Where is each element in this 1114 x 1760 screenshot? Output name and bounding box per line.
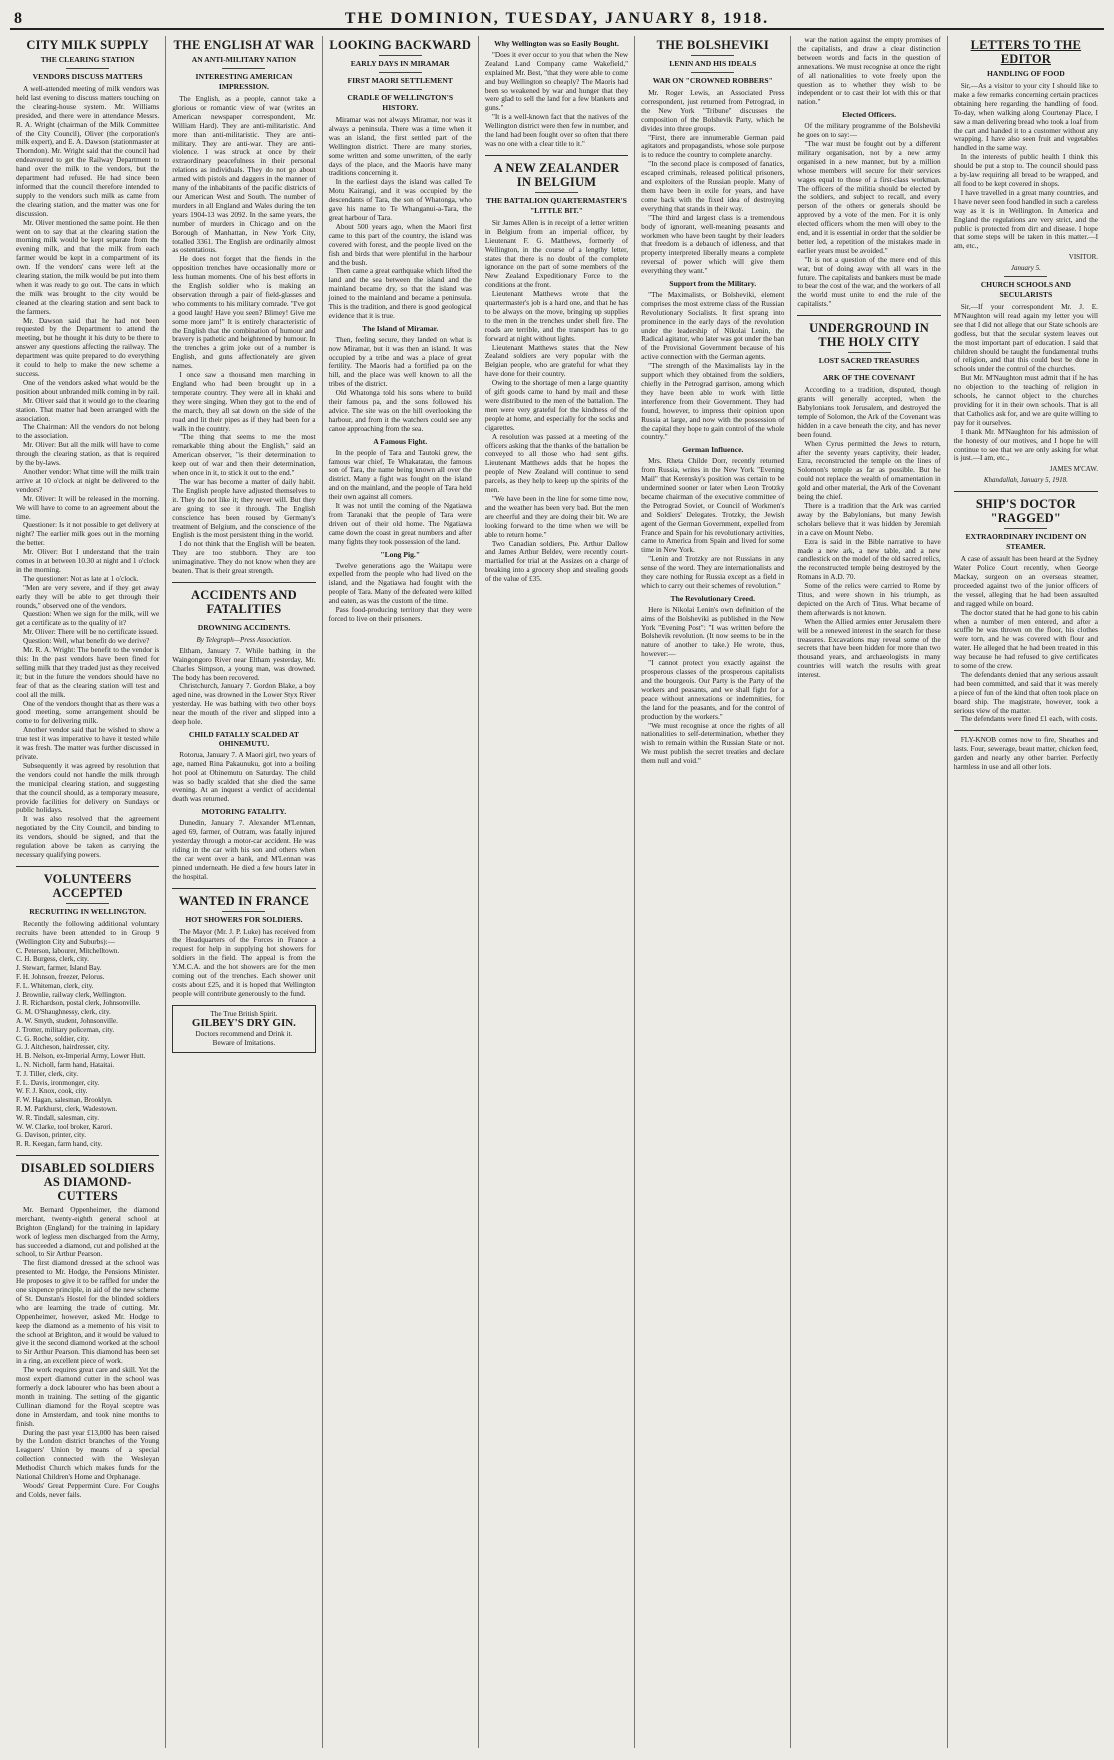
list-item: G. J. Aitcheson, hairdresser, city. [16, 1043, 110, 1052]
paragraph: Sir James Allen is in receipt of a letter written in Belgium from an imperial officer, by Lieutenant F. G. Matthews, formerly of Wellington, in the course of a lengthy letter, states that there is no doubt of the complete ignorance on the part of some members of the New Zealand Expeditionary Force to the conditions at the front. [484, 217, 629, 290]
list-item: G. M. O'Shaughnessy, clerk, city. [16, 1008, 111, 1017]
article-body [172, 928, 315, 999]
article-subhead: "Long Pig." [380, 549, 421, 559]
article-headline: ACCIDENTS AND FATALITIES [191, 587, 297, 616]
paragraph: The work requires great care and skill. Yet the most expert diamond cutter in the school was formerly a dock labourer who has been about a month in training. The setting of the gigantic Cullinan diamond for the Royal sceptre was done in Amsterdam, and took nine months to finish. [16, 1365, 160, 1428]
paragraph: Rotorua, January 7. A Maori girl, two years of age, named Rina Pakaunuku, got into a boiling hot pool at Ohinemutu on Saturday. The child was so badly scalded that she died the same evening. At an inquest a verdict of accidental death was returned. [172, 749, 316, 804]
paragraph: When Cyrus permitted the Jews to return, after the seventy years captivity, their leader, Ezra, reconstructed the temple on the lines of Solomon's temple as far as possible. But he could not replace the wealth of ornamentation in gold and other material, the Ark of the Covenant being the chief. [797, 438, 941, 502]
advert-line: Doctors recommend and Drink it. [195, 1029, 293, 1038]
column-7 [948, 36, 1104, 1748]
paragraph: The English, as a people, cannot take a glorious or romantic view of war (writes an American newspaper correspondent, Mr. William Hard). They are anti-militaristic. And more than anti-militaristic. They are anti-military. They are anti-war. They are anti-violence. I was struck at once by their extraordinary peacefulness in their personal relations as individuals. They do not go about armed with pistols and daggers in the manner of many of the inhabitants of the pacific districts of our American West and South. The number of murders in all England and Wales during the ten years 1904-13 was 2092. In the same years, the number of murders in Chicago and on the Borough of Manhattan, in New York City, totalled 3361. The English are ordinarily almost as ostentatious. [172, 94, 316, 255]
article-subhead: Elected Officers. [842, 110, 897, 120]
paragraph: Sir,—If your correspondent Mr. J. E. M'Naughton will read again my letter you will see that I did not allege that our State schools are godless, but that the secular system leaves out the most important part of education. I said that children should be taught the fundamental truths of religion, and that this could best be done in schools under the control of the churches. [953, 302, 1098, 374]
list-item: C. G. Roche, soldier, city. [16, 1034, 90, 1043]
article-deck: INTERESTING AMERICAN IMPRESSION. [195, 72, 293, 91]
list-item: L. N. Nicholl, farm hand, Hataitai. [16, 1060, 115, 1069]
paragraph: But Mr. M'Naughton must admit that if he has no objection to the teaching of religion in schools, he cannot object to the churches providing for it in their own schools. That is all that Catholics ask for, and we are quite willing to pay for it ourselves. [953, 373, 1098, 427]
article-separator [954, 730, 1098, 731]
column-4 [479, 36, 635, 1748]
article-body [641, 606, 784, 766]
paragraph: "The Maximalists, or Bolsheviki, element comprises the most extreme class of the Russian Revolutionary Socialists. It first sprang into prominence in the early days of the revolution under the leadership of Nikolai Lenin, the Radical agitator, who later was got under the ban of the Provisional Government because of his active connection with the German agents. [641, 289, 785, 362]
article-body [641, 457, 784, 591]
article-headline: CITY MILK SUPPLY [26, 38, 149, 52]
paragraph: "In the second place is composed of fanatics, escaped criminals, released political prisoners, and exploiters of the Russian people. Many of them have been in exile for years, and have come back with the fixed idea of destroying everything that stands in their way. [641, 159, 785, 213]
paragraph: Here is Nikolai Lenin's own definition of the aims of the Bolsheviki as published in the New York "Evening Post": "I was written before the Bolshevik revolution. (It now seems to be in the nature of another to take.) He wrote, thus, however:— [641, 604, 785, 659]
article-subhead: A Famous Fight. [373, 436, 428, 446]
paragraph: In the interests of public health I think this should be put a stop to. The council should pass a by-law requiring all bread to be wrapped, and all food to be kept covered in shops. [953, 152, 1098, 188]
paragraph: "I cannot protect you exactly against the prosperous classes of the prosperous capitalists and the bourgeois. Our Party is the Party of the workers and peasants, and we shall fight for a peace without annexations or indemnities, for the land for the peasants, and for the control of production by the workers." [641, 658, 785, 721]
paragraph: "It is not a question of the mere end of this war, but of doing away with all wars in the future. The capitalists and bankers must be made to bear the cost of the war, and the workers of all the world must unite to end the rule of the capitalists." [797, 254, 941, 309]
letter-signoff: JAMES M'CAW. [1049, 465, 1098, 474]
column-1 [10, 36, 166, 1748]
article-deck: ARK OF THE COVENANT [822, 373, 916, 383]
paragraph: "It is a well-known fact that the natives of the Wellington district were then few in number, and the land had been fought over so often that there was no one with a clear title to it." [484, 112, 629, 148]
article-deck: LOST SACRED TREASURES [818, 356, 920, 366]
article-looking-backward [329, 38, 472, 624]
article-deck: THE BATTALION QUARTERMASTER'S "LITTLE BIT." [486, 195, 627, 215]
article-body [172, 95, 315, 576]
paragraph: Pass food-producing territory that they were forced to live on their prisoners. [328, 605, 472, 623]
article-headline: VOLUNTEERS ACCEPTED [43, 871, 132, 900]
paragraph: When the Allied armies enter Jerusalem there will be a renewed interest in the search for these treasures. Excavations may reveal some of the secrets that have been hidden for more than two thousand years, and archaeologists in many countries will watch the results with great interest. [797, 616, 941, 680]
article-bolsheviki [641, 38, 784, 766]
article-deck: HOT SHOWERS FOR SOLDIERS. [185, 914, 303, 924]
article-body [172, 647, 315, 727]
article-separator [16, 1155, 159, 1156]
paragraph: Another vendor: What time will the milk train arrive at 10 o'clock at night be delivered to the vendors? [16, 466, 160, 494]
article-subhead: The Revolutionary Creed. [670, 593, 755, 603]
paragraph: "Does it ever occur to you that when the New Zealand Land Company came Wakefield," explained Mr. Best, "that they were able to come and buy Wellington so cheaply? The Maoris had been so weakened by war and hunger that they were glad to sell the land for a few blankets and guns." [484, 49, 629, 113]
masthead [10, 0, 1104, 30]
list-item: C. H. Burgess, clerk, city. [16, 955, 89, 964]
list-item: H. B. Nelson, ex-Imperial Army, Lower Hutt. [16, 1052, 146, 1061]
advert-headline: GILBEY'S DRY GIN. [191, 1016, 296, 1029]
advertisement-gilbeys-gin [172, 1005, 315, 1053]
paragraph: Another vendor said that he wished to show a true test it was imperative to have it tested while it was fresh. The matter was further discussed in private. [16, 725, 160, 761]
article-body [485, 51, 628, 149]
list-item: R. M. Parkhurst, clerk, Wadestown. [16, 1104, 118, 1113]
paragraph: Mr. Bernard Oppenheimer, the diamond merchant, twenty-eighth general school at Brighton (England) for the training in lapidary work of legless men discharged from the Army, has succeeded a diamond, cut and polished at the school, to Sir Arthur Pearson. [16, 1204, 160, 1259]
article-volunteers-accepted [16, 872, 159, 1149]
article-deck: HANDLING OF FOOD [986, 69, 1065, 78]
paragraph: "The thing that seems to me the most remarkable thing about the English," said an American observer, "is their determination to keep out of war and then their determination, when once in it, to stick it out to the end." [172, 432, 316, 478]
divider [691, 72, 734, 73]
list-item: F. L. Davis, ironmonger, city. [16, 1078, 100, 1087]
paragraph: The Chairman: All the vendors do not belong to the association. [16, 422, 160, 441]
article-body [329, 336, 472, 434]
list-item: C. Peterson, labourer, Mitchelltown. [16, 946, 120, 955]
article-deck: CHURCH SCHOOLS AND SECULARISTS [980, 280, 1071, 300]
paragraph: Mrs. Rheta Childe Dorr, recently returned from Russia, writes in the New York "Evening Mail" that Kerensky's position was certain to be undermined sooner or later when Leon Trotzky became chairman of the executive committee of the Petrograd Soviet, or Council of Workmen's and Soldiers' Delegates. Trotzky, the Jewish agent of the German Government, expelled from France and Spain for his revolutionary activities, came to America from Spain and lived for some time in New York. [641, 456, 785, 555]
list-item: W. W. Clarke, tool broker, Karori. [16, 1122, 113, 1131]
paragraph: Christchurch, January 7. Gordon Blake, a boy aged nine, was drowned in the Lower Styx River yesterday. He was bathing with two other boys near the mouth of the river and slipped into a deep hole. [172, 681, 316, 727]
list-item: F. W. Hagan, salesman, Brooklyn. [16, 1096, 113, 1105]
article-subhead: MOTORING FATALITY. [201, 807, 287, 817]
divider [848, 352, 891, 353]
paragraph: "The war must be fought out by a different military organisation, not by a new army organised in a new manner, but by a million whose members will secure for their services wages equal to those of a first-class workman. The officers of the militia should be elected by the soldiers, and subject to recall, and every person of the others or generals should be approved by a vote of the men. For it is only elected officers whom the men will obey to the end, and it is essential in order that the soldier be better led, a repetition of the mistakes made in earlier years must be avoided." [797, 138, 941, 255]
paragraph: Recently the following additional voluntary recruits have been attended to in Group 9 (Wellington City and Suburbs):— [16, 918, 160, 946]
article-body [329, 449, 472, 547]
divider [848, 369, 891, 370]
paragraph: I thank Mr. M'Naughton for his admission of the honesty of our motives, and I hope he will continue to see that we are only asking for what is just.—I am, etc., [953, 426, 1098, 463]
paragraph: The questioner: Not as late at 1 o'clock. [23, 573, 139, 583]
paragraph: "We must recognise at once the rights of all nationalities to self-determination, whether they wish to remain within the Russian State or not. We must publish the secret treaties and declare them null and void." [641, 720, 785, 766]
paragraph: He does not forget that the fiends in the opposition trenches have occasionally more or less human moments. One of his best efforts in the English soldier who is making an observation through a pair of field-glasses and who comments to his military comrade. "I've got a good laugh! Have you seen? Blimey! Give me some more jam!" It is entirely characteristic of the English that the combination of humour and bravery is pathetic and heightened by humour. In the trenches a grim joke out of a number is English, and guns affectionately are given names. [172, 254, 316, 371]
paragraph: Questioner: Is it not possible to get delivery at night? The earlier milk goes out in the morning the better. [16, 520, 160, 548]
advert-line: Beware of Imitations. [212, 1038, 276, 1047]
article-deck: CRADLE OF WELLINGTON'S HISTORY. [347, 93, 454, 112]
paragraph: In the earliest days the island was called Te Motu Kairangi, and it was occupied by the descendants of Tara, the son of Whatonga, who gave his name to Te Whanganui-a-Tara, the great harbour of Tara. [328, 177, 472, 222]
divider [379, 89, 422, 90]
article-deck: FIRST MAORI SETTLEMENT [347, 76, 453, 85]
article-subhead: German Influence. [682, 445, 744, 455]
paragraph: The defendants denied that any serious assault had been committed, and said that it was merely a piece of fun of the kind that often took place on board ship. The magistrate, however, took a serious view of the matter. [953, 669, 1098, 715]
paragraph: One of the vendors thought that as there was a good meeting, some arrangement should be come to for delivering milk. [16, 698, 160, 726]
column-3 [323, 36, 479, 1748]
article-deck: VENDORS DISCUSS MATTERS [32, 72, 143, 81]
article-subhead: Why Wellington was so Easily Bought. [494, 39, 619, 48]
article-deck: EARLY DAYS IN MIRAMAR [350, 59, 450, 68]
article-separator [172, 582, 315, 583]
paragraph: "Men are very severe, and if they get away early they will be able to get through their rounds," observed one of the vendors. [16, 582, 160, 610]
article-separator [797, 315, 940, 316]
list-item: J. Trotter, military policeman, city. [16, 1025, 115, 1034]
paragraph: Ezra is said in the Bible narrative to have made a new ark, a new table, and a new candlestick on the model of the old sacred relics, the reconstructed temple being destroyed by the Romans in A.D. 70. [797, 536, 941, 582]
article-byline: By Telegraph—Press Association. [196, 635, 292, 644]
paragraph: Owing to the shortage of men a large quantity of gift goods came to hand by mail and these were distributed to the men of the battalion. The men were very grateful for the kindness of the people at home, and especially for the socks and cigarettes. [484, 378, 629, 432]
paragraph: "Lenin and Trotzky are not Russians in any sense of the word. They are internationalists and they care nothing for Russia except as a field in which to carry out their schemes of revolution." [641, 554, 785, 590]
paragraph: Mr. Oliver: It will be released in the morning. We will have to come to an agreement about the time. [16, 493, 160, 521]
column-5 [635, 36, 791, 1748]
advert-line: Woods' Great Peppermint Cure. For Coughs and Colds, never fails. [16, 1480, 160, 1499]
article-deck: WAR ON "CROWNED ROBBERS" [652, 76, 773, 85]
paragraph: Old Whatonga told his sons where to build their famous pa, and the sons followed his advice. The site was on the hill overlooking the harbour, and from it the watchers could see any canoe approaching from the sea. [328, 388, 472, 433]
paragraph: war the nation against the empty promises of the capitalists, and draw a clear distinction between words and facts in the question of annexations. We must recognise at once the right of all nationalities to vote freely upon the question as to whether they wish to be independent or to cast their lot with this or that nation." [797, 36, 941, 107]
article-subhead: The Island of Miramar. [362, 323, 439, 333]
article-body [641, 89, 784, 276]
letter-date: January 5. [1010, 264, 1041, 273]
article-headline: DISABLED SOLDIERS AS DIAMOND-CUTTERS [20, 1160, 155, 1203]
article-bolsheviki-continued [797, 36, 940, 309]
paragraph: Subsequently it was agreed by resolution that the vendors could not handle the milk through the municipal clearing station, and suggesting that the council should, as a temporary measure, provide facilities for delivery on Sundays or public holidays. [16, 760, 160, 815]
paragraph: I have travelled in a great many countries, and I have never seen food handled in such a careless way as it is in Wellington. In America and England the regulations are very strict, and the public is protected from dirt and disease. I hope that some steps will be taken in this matter.—I am, etc., [953, 187, 1098, 251]
article-wanted-in-france [172, 894, 315, 999]
article-deck: EXTRAORDINARY INCIDENT ON STEAMER. [965, 532, 1087, 552]
paragraph: A well-attended meeting of milk vendors was held last evening to discuss matters touching on the clearing-house system. Mr. Williams presided, and there were in attendance Messrs. R. A. Wright (chairman of the Milk Committee of the City Council), Oliver (the corporation's milk expert), and E. A. Dawson (stationmaster at Thorndon). Mr. Wright said that the council had endeavoured to get the Railway Department to hand over the milk to the vendors, but the department had refused. He had since been informed that the council therefore intended to supply to the vendors such milk as came from the clearing station, and the matter was one for discussion. [16, 84, 160, 218]
paragraph: Two Canadian soldiers, Pte. Arthur Dallow and James Arthur Beldev, were recently court-martialled for trial at the Assizes on a charge of breaking into a grocery shop and stealing goods of the value of £35. [484, 538, 629, 584]
article-body [797, 36, 940, 107]
article-body [485, 219, 628, 584]
divider [66, 68, 109, 69]
article-headline: LETTERS TO THE EDITOR [970, 38, 1082, 66]
paragraph: Then, feeling secure, they landed on what is now Miramar, but it was then an island. It was occupied by a tribe and was a place of great fertility. The Maoris had a fortified pa on the hill, and the place was well known to all the tribes of the district. [328, 334, 472, 389]
paragraph: Question: When we sign for the milk, will we get a certificate as to the quality of it? [16, 609, 160, 628]
paragraph: About 500 years ago, when the Maori first came to this part of the country, the island was covered with forest, and the people lived on the fish and birds that were plentiful in the harbour and the bush. [328, 221, 472, 267]
article-english-at-war [172, 38, 315, 576]
list-item: A. W. Smyth, student, Johnsonville. [16, 1016, 118, 1025]
article-body [16, 920, 159, 947]
article-headline: UNDERGROUND IN THE HOLY CITY [809, 321, 929, 350]
divider [535, 192, 578, 193]
columns [10, 36, 1104, 1748]
article-headline: SHIP'S DOCTOR "RAGGED" [975, 497, 1076, 526]
article-separator [172, 888, 315, 889]
article-headline: WANTED IN FRANCE [178, 893, 310, 908]
list-item: F. L. Whiteman, clerk, city. [16, 981, 94, 990]
paragraph: Lieutenant Matthews wrote that the quartermaster's job is a hard one, and that he has to be always on the move, bringing up supplies to the men in the trenches under shell fire. The roads are terrible, and the transport has to go forward at night without lights. [484, 289, 629, 343]
article-separator [954, 491, 1098, 492]
article-deck: LENIN AND HIS IDEALS [669, 59, 757, 68]
list-item: G. Davison, printer, city. [16, 1131, 86, 1140]
paragraph: A case of assault has been heard at the Sydney Water Police Court recently, when George Mackay, surgeon on an overseas steamer, proceeded against two of the junior officers of the vessel, alleging that he had been assaulted and ragged while on board. [953, 554, 1098, 608]
paragraph: Mr. Oliver said that it would go to the clearing station. That matter had been arranged with the association. [16, 395, 160, 423]
article-deck: DROWNING ACCIDENTS. [197, 622, 291, 632]
paragraph: Dunedin, January 7. Alexander M'Lennan, aged 69, farmer, of Outram, was fatally injured yesterday through a motor-car accident. He was riding in the car with his son and others when the car went over a bank, and M'Lennan was pinned underneath. He died a few hours later in the hospital. [172, 818, 316, 881]
divider [222, 619, 265, 620]
paragraph: It was also resolved that the agreement negotiated by the City Council, and binding to its vendors, should be signed, and that the regulation above be taken as carrying the necessary qualifying powers. [16, 814, 160, 859]
article-accidents [172, 588, 315, 882]
paragraph: I once saw a thousand men marching in England who had been brought up in a temperate country. They were all in khaki and they were singing. When they got to the end of the march, they all sat down on the side of the road and lit their pipes as if they had been for a walk in the country. [172, 370, 316, 433]
advert-line: FLY-KNOB comes now to fire, Sheathes and lasts. Four, sewerage, beaut matter, chicken feed, garden and nearly any other barrier. Perfectly harmless in use and all other lots. [953, 735, 1098, 772]
article-body [954, 555, 1098, 724]
article-letters-to-the-editor [954, 38, 1098, 485]
advertisement-fly-knob [954, 736, 1098, 772]
article-headline: THE BOLSHEVIKI [656, 38, 769, 52]
divider [222, 68, 265, 69]
paragraph: Mr. Oliver: There will be no certificate issued. [23, 627, 159, 637]
paragraph: One of the vendors asked what would be the position about unbranded milk coming in by rail. [16, 377, 160, 396]
article-body [641, 291, 784, 442]
divider [379, 72, 422, 73]
article-subhead: Support from the Military. [669, 279, 757, 289]
divider [1004, 528, 1047, 529]
list-item: F. H. Johnson, freezer, Pelorus. [16, 972, 105, 981]
paragraph: Miramar was not always Miramar, nor was it always a peninsula. There was a time when it was an island, the first settled part of the Wellington district. There are many stories, some written and some unwritten, of the early days of the place, and the Maoris have many traditions concerning it. [328, 115, 472, 178]
paragraph: I do not think that the English will be beaten. They are too stubborn. They are too unimaginative. They do not know when they are beaten. That is their great strength. [172, 539, 316, 576]
paragraph: The Mayor (Mr. J. P. Luke) has received from the Headquarters of the Forces in France a request for help in supplying hot showers for soldiers in the field. The appeal is from the Y.M.C.A. and the hot showers are for the men coming out of the trenches. Each shower unit costs about £25, and it is hoped that Wellington people will contribute generously to the fund. [172, 926, 316, 998]
article-headline: THE ENGLISH AT WAR [173, 38, 315, 52]
article-deck: RECRUITING IN WELLINGTON. [29, 906, 147, 916]
paragraph: Mr. Roger Lewis, an Associated Press correspondent, just returned from Petrograd, in the New York "Tribune" discusses the composition of the Bolshevik Party, which he divides into three groups. [641, 88, 785, 133]
paragraph: A resolution was passed at a meeting of the officers asking that the thanks of the battalion be conveyed to all those who had sent gifts. Lieutenant Matthews adds that he hopes the people of New Zealand will continue to send parcels, as they help to keep up the spirits of the men. [484, 431, 629, 495]
paragraph: Mr. Oliver mentioned the same point. He then went on to say that at the clearing station the morning milk would be kept separate from the evening milk, and that the milk from each farmer would be kept in a compartment of its own. If the vendors' cans were left at the clearing station, the milk would be put into them when it was ready to go out. The cans in which the milk was brought to the city would be cleaned at the clearing station and sent back to the farmers. [16, 217, 160, 316]
list-item: W. F. J. Knox, cook, city. [16, 1087, 88, 1096]
divider [66, 903, 109, 904]
paragraph: Mr. R. A. Wright: The benefit to the vendor is this: In the past vendors have been fined for selling milk that they traded just as they received it; but in the future the vendors should have no fear of that as the clearing station will test and cool all the milk. [16, 645, 160, 699]
list-item: J. R. Richardson, postal clerk, Johnsonville. [16, 999, 141, 1008]
paragraph: Then came a great earthquake which lifted the land and the sea between the island and the mainland became dry, so that the island was joined to the mainland and became a peninsula. This is the tradition, and there is good geological evidence that it is true. [328, 266, 472, 320]
article-body [329, 562, 472, 624]
paragraph: The doctor stated that he had gone to his cabin when a number of men entered, and after a scuffle he was thrown on the floor, his clothes were torn, and he was covered with flour and water. He alleged that he had been treated in this way because he had refused to give certificates to some of the crew. [953, 607, 1098, 671]
article-separator [16, 866, 159, 867]
paragraph: "We have been in the line for some time now, and the weather has been very bad. But the men are cheerful and they are doing their bit. We are looking forward to the time when we will be able to return home." [484, 493, 629, 539]
paragraph: The war has become a matter of daily habit. The English people have adjusted themselves to it. They do not like it; they never will. But they are going to see it through. The English conscience has been roused by Germany's treatment of Belgium, and the conscience of the English is the most persistent thing in the world. [172, 476, 316, 540]
paragraph: Twelve generations ago the Waitapu were expelled from the people who had lived on the island, and the Ngatiawa had fought with the people of Tara. Many of the defeated were killed and eaten, as was the custom of the time. [328, 560, 472, 606]
article-deck: THE CLEARING STATION [40, 55, 135, 64]
paragraph: Mr. Dawson said that he had not been requested by the Department to attend the meeting, but he thought it his duty to be there to answer any questions affecting the railway. The department was quite prepared to do everything it could to help to make the new scheme a success. [16, 315, 160, 378]
article-body [954, 303, 1098, 463]
divider [1004, 276, 1047, 277]
paragraph: According to a tradition, disputed, though grants will generally accepted, when the Babylonians took Jerusalem, and destroyed the temple of Solomon, the Ark of the Covenant was hidden in a cave beneath the city, and has never been found. [797, 385, 941, 439]
paragraph: Mr. Oliver: But all the milk will have to come through the clearing station, as that is required by the by-laws. [16, 440, 160, 468]
paragraph: The defendants were fined £1 each, with costs. [960, 714, 1098, 724]
article-body [797, 386, 940, 680]
divider [222, 911, 265, 912]
column-2 [166, 36, 322, 1748]
paragraph: There is a tradition that the Ark was carried away by the Babylonians, but many Jewish scholars believe that it was hidden by Jeremiah in a cave on Mount Nebo. [797, 500, 941, 537]
article-headline: LOOKING BACKWARD [329, 38, 472, 52]
article-headline: A NEW ZEALANDER IN BELGIUM [493, 160, 620, 189]
paragraph: During the past year £13,000 has been raised by the London district branches of the Young Leaguers' Union by means of a special collection connected with the Wesleyan Methodist Church which makes funds for the National Children's Home and Orphanage. [16, 1427, 160, 1482]
paragraph: In the people of Tara and Tautoki grew, the famous war chief, Te Whakatatau, the famous son of Tara, the name being known all over the district. Many a fight was fought on the island and on the mainland, and the people of Tara held their own against all comers. [328, 447, 472, 502]
paragraph: "The strength of the Maximalists lay in the support which they obtained from the soldiers, chiefly in the Petrograd garrison, among which they have been able to work with little interference from their Government. They had found, however, to impress their opinion upon Russia at large, and now with the possession of the capital they hope to gain control of the whole country." [641, 361, 785, 442]
divider [379, 55, 422, 56]
article-body [954, 82, 1098, 251]
article-new-zealander-in-belgium [485, 161, 628, 584]
column-6 [791, 36, 947, 1748]
newspaper-title: THE DOMINION, TUESDAY, JANUARY 8, 1918. [344, 10, 770, 27]
list-item: J. Brownlie, railway clerk, Wellington. [16, 990, 127, 999]
article-body [172, 819, 315, 881]
paragraph: Eltham, January 7. While bathing in the Waingongoro River near Eltham yesterday, Mr. Charles Simpson, a young man, was drowned. The body has been recovered. [172, 645, 316, 682]
article-ships-doctor [954, 497, 1098, 724]
article-body [16, 85, 159, 860]
paragraph: Some of the relics were carried to Rome by Titus, and were shown in his triumph, as depicted on the Arch of Titus. What became of them afterwards is not known. [797, 581, 941, 617]
divider [691, 55, 734, 56]
article-disabled-soldiers [16, 1161, 159, 1500]
article-deck: AN ANTI-MILITARY NATION [191, 55, 297, 64]
letter-signoff: VISITOR. [1068, 253, 1098, 262]
paragraph: The first diamond dressed at the school was presented to Mr. Hodge, the Pensions Minister. He proposes to give it to be raffled for under the one sixpence principle, in aid of the new scheme of St. Dunstan's Hostel for the blinded soldiers who are learning the trade of cutting. Mr. Oppenheimer, however, asked Mr. Hodge to keep the diamond as a memento of his visit to the school at Brighton, and it would be valued to give it the second diamond worked at the school to Sir Arthur Pearson. This diamond has been set in a ring, an excellent piece of work. [16, 1258, 160, 1366]
article-body [16, 1206, 159, 1500]
article-underground-holy-city [797, 321, 940, 680]
article-body [329, 116, 472, 321]
article-body [172, 751, 315, 804]
list-item: R. R. Keegan, farm hand, city. [16, 1140, 103, 1149]
letter-place: Khandallah, January 5, 1918. [983, 476, 1068, 485]
list-item: W. R. Tindall, salesman, city. [16, 1113, 100, 1122]
advert-line: The True British Spirit. [210, 1009, 278, 1018]
paragraph: It was not until the coming of the Ngatiawa from Taranaki that the people of Tara were driven out of their old home. The Ngatiawa came down the coast in great numbers and after many fights they took possession of the land. [328, 501, 472, 546]
article-subhead: CHILD FATALLY SCALDED AT OHINEMUTU. [188, 730, 299, 748]
page-number: 8 [14, 10, 22, 27]
list-item: T. J. Tiller, clerk, city. [16, 1069, 78, 1078]
list-item: J. Stewart, farmer, Island Bay. [16, 964, 102, 973]
article-separator [485, 155, 628, 156]
paragraph: "The third and largest class is a tremendous body of ignorant, well-meaning peasants and workmen who have been taught by their leaders that freedom is a debauch of idleness, and that property interpreted liberally means a complete reversal of power which will give them everything they want." [641, 212, 785, 276]
article-looking-backward-continued [485, 40, 628, 149]
paragraph: Question: Well, what benefit do we derive? [23, 636, 150, 646]
article-body [797, 122, 940, 309]
paragraph: Mr. Oliver: But I understand that the train comes in at between 10.30 at night and 1 o'clock in the morning. [16, 547, 160, 574]
recruit-list [16, 947, 159, 1149]
paragraph: Of the military programme of the Bolsheviki he goes on to say:— [797, 121, 941, 140]
paragraph: "First, there are innumerable German paid agitators and propagandists, whose sole purpose is to reduce the country to complete anarchy. [641, 132, 785, 160]
paragraph: Lieutenant Matthews states that the New Zealand soldiers are very popular with the Belgian people, who are grateful for what they have done for their country. [484, 342, 629, 379]
paragraph: Sir,—As a visitor to your city I should like to make a few remarks concerning certain practices obtaining here regarding the handling of food. To-day, when walking along Courtenay Place, I saw a man delivering bread who took a loaf from the cart and handed it to a customer without any wrapping. I have also seen fruit and vegetables handled in the same way. [953, 81, 1098, 153]
article-city-milk-supply [16, 38, 159, 860]
